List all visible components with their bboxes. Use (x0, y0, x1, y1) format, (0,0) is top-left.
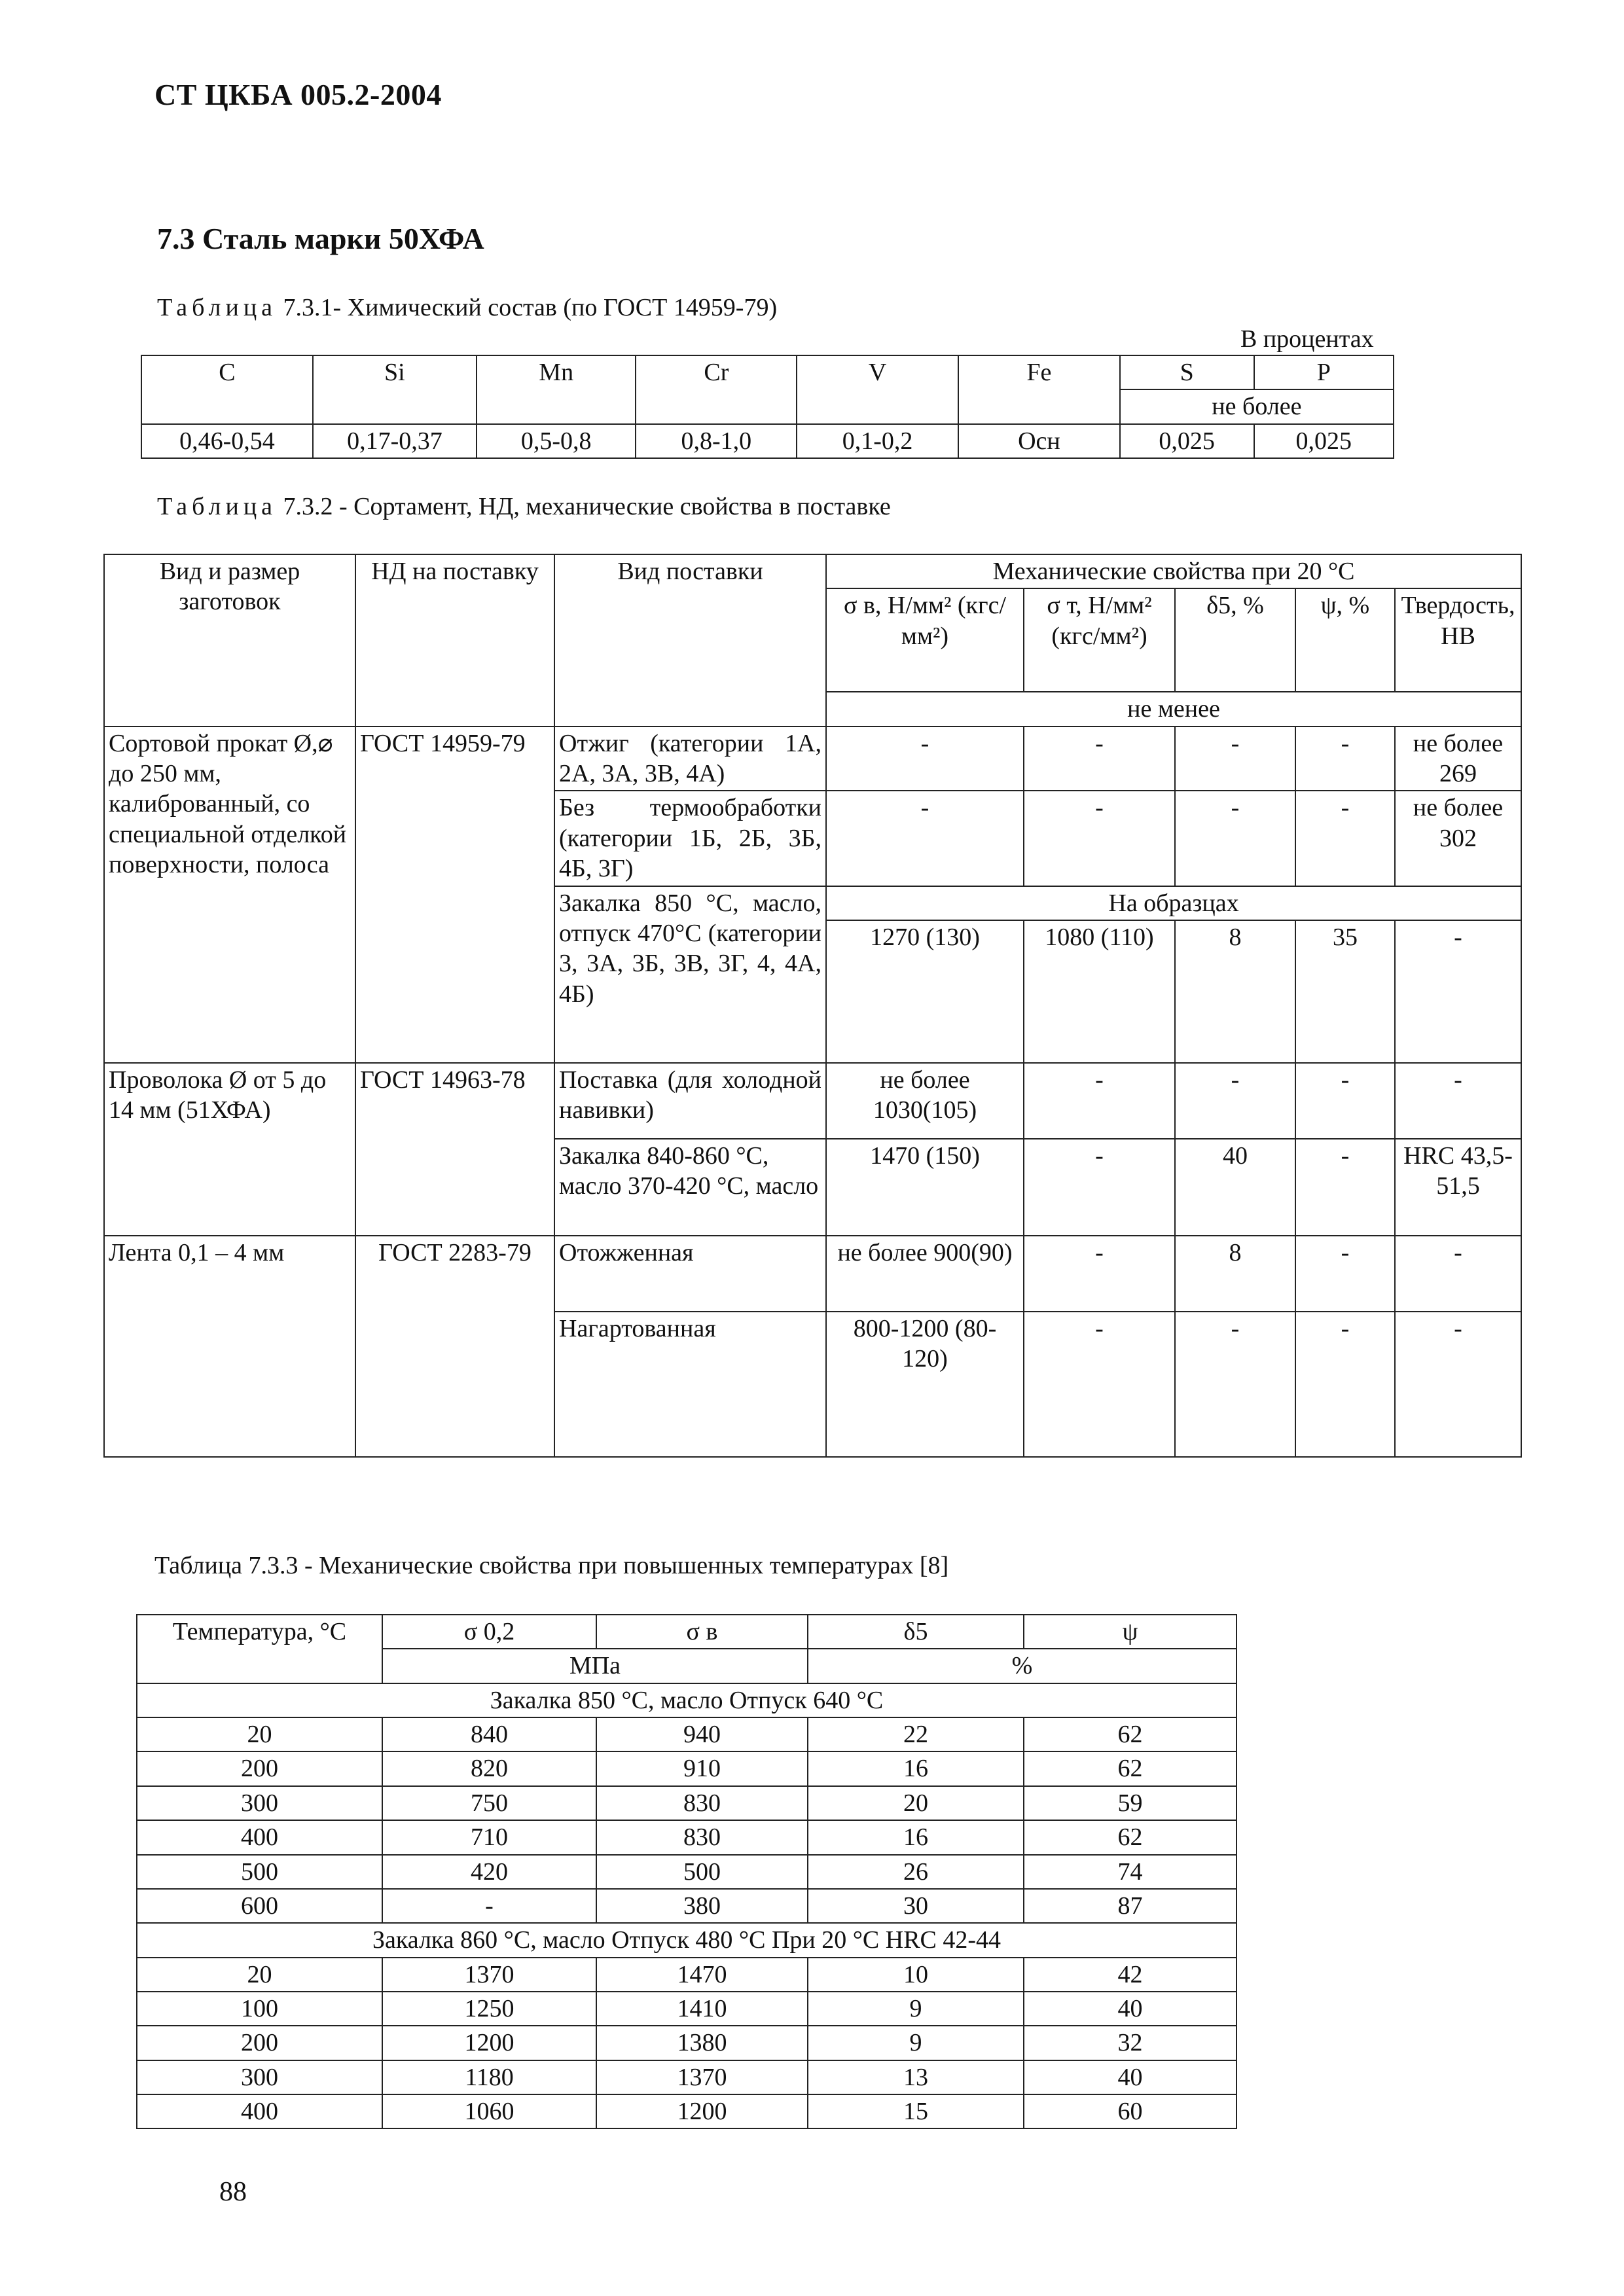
table-cell: - (1295, 1063, 1395, 1139)
table-cell: 40 (1024, 1992, 1236, 2026)
table1-unit-note: В процентах (1240, 325, 1374, 353)
header-cell: НД на поставку (355, 554, 554, 726)
table-cell: 10 (808, 1958, 1024, 1992)
table-cell: 20 (137, 1958, 382, 1992)
table-cell: 200 (137, 2026, 382, 2060)
table-cell: 16 (808, 1751, 1024, 1785)
document-code: СТ ЦКБА 005.2-2004 (154, 78, 442, 111)
table-cell: 42 (1024, 1958, 1236, 1992)
table-row (137, 1820, 1236, 1854)
table-cell: ГОСТ 14959-79 (355, 726, 554, 1063)
header-cell: δ5 (808, 1615, 1024, 1649)
table-cell: 420 (382, 1855, 596, 1889)
header-cell: σ т, Н/мм² (кгс/мм²) (1024, 588, 1175, 692)
chemical-composition-table (141, 355, 1394, 459)
table-cell: Осн (958, 424, 1120, 458)
header-cell: Fe (958, 355, 1120, 424)
table-cell: - (1024, 1063, 1175, 1139)
table-row (137, 1717, 1236, 1751)
table-row (137, 1992, 1236, 2026)
table-cell: HRC 43,5-51,5 (1395, 1139, 1521, 1236)
table-cell: Нагартованная (554, 1312, 826, 1457)
table-cell: На образцах (826, 886, 1521, 920)
table-cell: 750 (382, 1786, 596, 1820)
table-row (137, 1923, 1236, 1957)
table-cell: 0,5-0,8 (477, 424, 636, 458)
table1-caption (157, 293, 777, 322)
table-cell: 710 (382, 1820, 596, 1854)
table-row (104, 726, 1521, 791)
table-cell: Отожженная (554, 1236, 826, 1312)
table-cell: 74 (1024, 1855, 1236, 1889)
table-cell: ГОСТ 2283-79 (355, 1236, 554, 1457)
header-cell: C (141, 355, 313, 424)
header-cell: Mn (477, 355, 636, 424)
table-cell: 13 (808, 2060, 1024, 2094)
table-cell: - (1175, 726, 1295, 791)
table-row (137, 2094, 1236, 2128)
table-cell: 600 (137, 1889, 382, 1923)
table-cell: 0,025 (1254, 424, 1394, 458)
table-cell: 840 (382, 1717, 596, 1751)
table-cell: 62 (1024, 1717, 1236, 1751)
table-row (137, 1751, 1236, 1785)
table2-caption-prefix: Таблица (157, 493, 278, 520)
table-cell: 910 (596, 1751, 808, 1785)
header-cell: МПа (382, 1649, 808, 1683)
table-cell: ГОСТ 14963-78 (355, 1063, 554, 1236)
table-cell: 32 (1024, 2026, 1236, 2060)
table-cell: Проволока Ø от 5 до 14 мм (51ХФА) (104, 1063, 355, 1236)
table-cell: - (1395, 920, 1521, 1063)
table-cell: 1410 (596, 1992, 808, 2026)
table-cell: не более 900(90) (826, 1236, 1024, 1312)
table-cell: Без термообработки (категории 1Б, 2Б, 3Б, 4Б, 3Г) (554, 791, 826, 886)
table-cell: 15 (808, 2094, 1024, 2128)
table-row (137, 1615, 1236, 1649)
table-cell: 300 (137, 2060, 382, 2094)
table-cell: - (1024, 1236, 1175, 1312)
table-cell: не более 1030(105) (826, 1063, 1024, 1139)
table-cell: - (1024, 1139, 1175, 1236)
table-cell: Сортовой прокат Ø,⌀ до 250 мм, калиброванный, со специальной отделкой поверхности, полоса (104, 726, 355, 1063)
table1-caption-prefix: Таблица (157, 294, 278, 321)
table-row (141, 424, 1394, 458)
table-cell: Закалка 850 °С, масло, отпуск 470°С (категории 3, 3А, 3Б, 3В, 3Г, 4, 4А, 4Б) (554, 886, 826, 1063)
table-cell: - (1295, 1236, 1395, 1312)
header-cell: σ 0,2 (382, 1615, 596, 1649)
table-cell: 830 (596, 1786, 808, 1820)
table-cell: 1370 (596, 2060, 808, 2094)
table-row (141, 355, 1394, 389)
table-cell: - (1295, 791, 1395, 886)
table-cell: 1200 (596, 2094, 808, 2128)
table-cell: 8 (1175, 1236, 1295, 1312)
table-cell: Закалка 840-860 °С, масло 370-420 °С, масло (554, 1139, 826, 1236)
header-cell: ψ, % (1295, 588, 1395, 692)
assortment-table (103, 554, 1522, 1458)
table-cell: - (1395, 1063, 1521, 1139)
header-cell: Твердость, НВ (1395, 588, 1521, 692)
table3-caption: Таблица 7.3.3 - Механические свойства при повышенных температурах [8] (154, 1552, 949, 1579)
table-cell: 62 (1024, 1751, 1236, 1785)
table-cell: не более 269 (1395, 726, 1521, 791)
group-header: Закалка 850 °С, масло Отпуск 640 °С (137, 1683, 1236, 1717)
table-cell: - (1175, 1063, 1295, 1139)
table1-caption-text: 7.3.1- Химический состав (по ГОСТ 14959-79) (277, 294, 778, 321)
table-cell: 1370 (382, 1958, 596, 1992)
table-cell: 8 (1175, 920, 1295, 1063)
table-cell: 400 (137, 1820, 382, 1854)
table-cell: 62 (1024, 1820, 1236, 1854)
table-cell: - (1395, 1312, 1521, 1457)
table-cell: 35 (1295, 920, 1395, 1063)
header-cell: S (1120, 355, 1254, 389)
header-cell: σ в (596, 1615, 808, 1649)
table-cell: 0,46-0,54 (141, 424, 313, 458)
table-row (137, 1683, 1236, 1717)
table-cell: - (1024, 726, 1175, 791)
table-cell: 1250 (382, 1992, 596, 2026)
table-cell: 16 (808, 1820, 1024, 1854)
header-cell: не менее (826, 692, 1521, 726)
table-cell: 0,1-0,2 (797, 424, 958, 458)
header-cell: не более (1120, 389, 1394, 423)
table-cell: 800-1200 (80-120) (826, 1312, 1024, 1457)
table-cell: - (1295, 1139, 1395, 1236)
table-cell: 40 (1175, 1139, 1295, 1236)
table2-caption (157, 492, 891, 521)
table-cell: 1200 (382, 2026, 596, 2060)
header-cell: Вид поставки (554, 554, 826, 726)
table-row (137, 1889, 1236, 1923)
table-cell: 26 (808, 1855, 1024, 1889)
table-cell: - (382, 1889, 596, 1923)
table-cell: 400 (137, 2094, 382, 2128)
header-cell: Механические свойства при 20 °С (826, 554, 1521, 588)
table-cell: 87 (1024, 1889, 1236, 1923)
header-cell: P (1254, 355, 1394, 389)
header-cell: ψ (1024, 1615, 1236, 1649)
header-cell: V (797, 355, 958, 424)
section-title: 7.3 Сталь марки 50ХФА (157, 222, 484, 255)
page-number: 88 (219, 2177, 247, 2207)
table-row (137, 2026, 1236, 2060)
table-row (104, 554, 1521, 588)
table-cell: 0,8-1,0 (636, 424, 797, 458)
table-cell: Отжиг (категории 1А, 2А, 3А, 3В, 4А) (554, 726, 826, 791)
table-cell: 1470 (150) (826, 1139, 1024, 1236)
table-cell: 40 (1024, 2060, 1236, 2094)
group-header: Закалка 860 °С, масло Отпуск 480 °С При 20 °С HRC 42-44 (137, 1923, 1236, 1957)
table-cell: не более 302 (1395, 791, 1521, 886)
table-cell: 940 (596, 1717, 808, 1751)
header-cell: % (808, 1649, 1236, 1683)
table-cell: - (1175, 1312, 1295, 1457)
table-cell: 0,17-0,37 (313, 424, 477, 458)
table-cell: 1080 (110) (1024, 920, 1175, 1063)
table-cell: 9 (808, 2026, 1024, 2060)
table-row (137, 2060, 1236, 2094)
table-cell: 830 (596, 1820, 808, 1854)
header-cell: Вид и размер заготовок (104, 554, 355, 726)
table-cell: 820 (382, 1751, 596, 1785)
table-cell: 100 (137, 1992, 382, 2026)
table-cell: 20 (137, 1717, 382, 1751)
header-cell: Si (313, 355, 477, 424)
table-cell: 1380 (596, 2026, 808, 2060)
table-cell: 1270 (130) (826, 920, 1024, 1063)
table-cell: Поставка (для холодной навивки) (554, 1063, 826, 1139)
table2-caption-text: 7.3.2 - Сортамент, НД, механические свойства в поставке (277, 493, 891, 520)
table-cell: 22 (808, 1717, 1024, 1751)
table-cell: 20 (808, 1786, 1024, 1820)
table-cell: 60 (1024, 2094, 1236, 2128)
table-cell: - (1295, 1312, 1395, 1457)
table-cell: - (1175, 791, 1295, 886)
table-cell: - (826, 791, 1024, 886)
header-cell: Температура, °С (137, 1615, 382, 1683)
table-row (137, 1958, 1236, 1992)
table-cell: - (1395, 1236, 1521, 1312)
header-cell: δ5, % (1175, 588, 1295, 692)
table-row (137, 1855, 1236, 1889)
header-cell: σ в, Н/мм² (кгс/мм²) (826, 588, 1024, 692)
table-cell: 9 (808, 1992, 1024, 2026)
table-cell: 1060 (382, 2094, 596, 2128)
table-cell: 300 (137, 1786, 382, 1820)
table-cell: 500 (596, 1855, 808, 1889)
table-cell: 380 (596, 1889, 808, 1923)
table-cell: 200 (137, 1751, 382, 1785)
table-row (104, 1236, 1521, 1312)
table-row (137, 1786, 1236, 1820)
table-cell: 30 (808, 1889, 1024, 1923)
header-cell: Cr (636, 355, 797, 424)
table-row (104, 1063, 1521, 1139)
high-temperature-table (136, 1614, 1237, 2129)
table-cell: Лента 0,1 – 4 мм (104, 1236, 355, 1457)
table-cell: 1180 (382, 2060, 596, 2094)
table-cell: - (826, 726, 1024, 791)
table-cell: 0,025 (1120, 424, 1254, 458)
table-cell: - (1024, 791, 1175, 886)
table-cell: 500 (137, 1855, 382, 1889)
table-cell: - (1024, 1312, 1175, 1457)
table-cell: 59 (1024, 1786, 1236, 1820)
table-cell: 1470 (596, 1958, 808, 1992)
table-cell: - (1295, 726, 1395, 791)
